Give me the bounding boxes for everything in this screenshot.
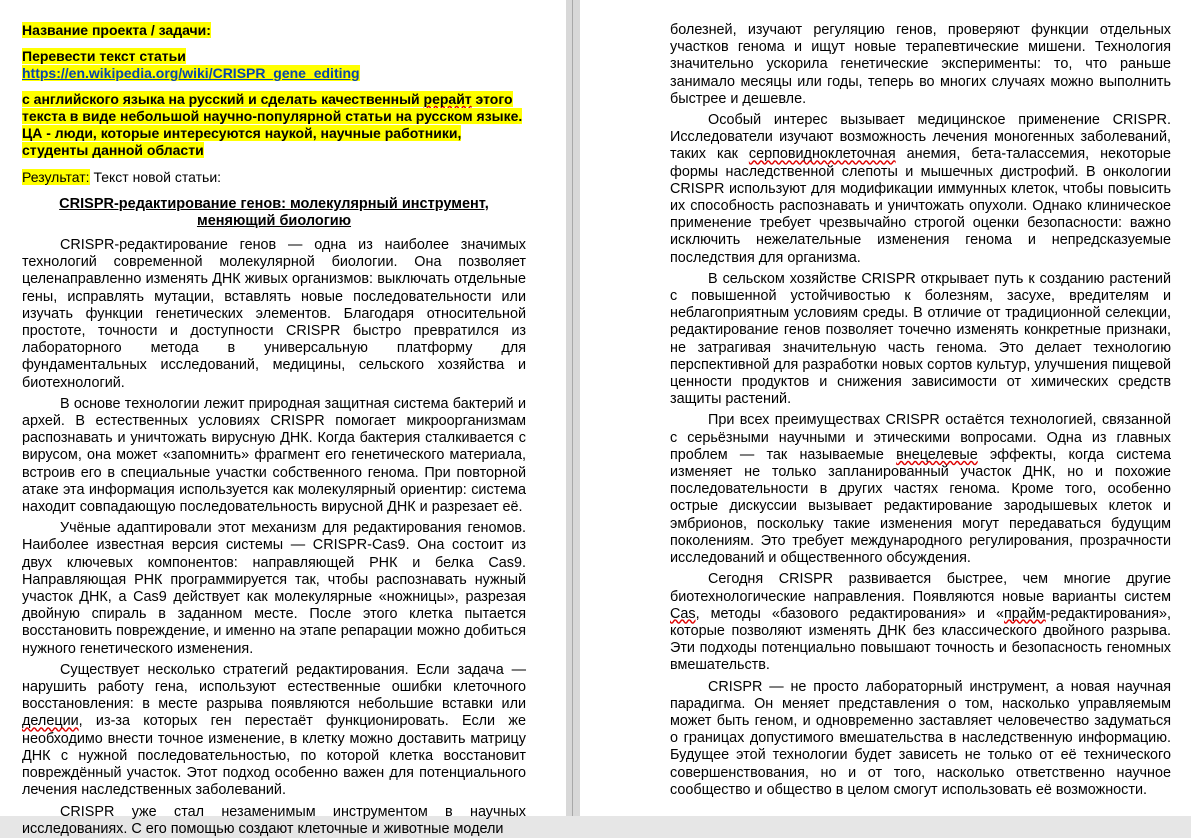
document-page-right: [580, 0, 1191, 816]
task-heading: Название проекта / задачи:: [22, 22, 211, 38]
spellcheck-word[interactable]: Cas: [670, 605, 696, 622]
paragraph-3: Учёные адаптировали этот механизм для редактирования геномов. Наиболее известная версия системы — CRISPR-Cas9. Она состоит из двух ключевых компонентов: направляющей РНК и белка Cas9. Направляющая РНК программируется так, чтобы распознавать нужный участок ДНК, а Cas9 действует как молекулярные «ножницы», разрезая двойную спираль в заданном месте. После этого клетка пытается восстановить повреждение, и именно на этапе репарации можно добиться нужного генетического изменения.: [22, 520, 526, 657]
result-text: Текст новой статьи:: [89, 169, 222, 185]
page-divider: [572, 0, 573, 816]
paragraph-5-start: CRISPR уже стал незаменимым инструментом в научных исследованиях. С его помощью создают клеточные и животные модели: [22, 803, 526, 837]
paragraph-8: При всех преимуществах CRISPR остаётся технологией, связанной с серьёзными научными и этическими вопросами. Одна из главных проблем — так называемые внецелевые эффекты, когда система изменяет не только запланированный участок ДНК, но и похожие последовательности в других частях генома. Кроме того, особенно острые дискуссии вызывает редактирование зародышевых клеток и эмбрионов, поскольку такие изменения могут передаваться будущим поколениям. Это требует международного регулирования, прозрачности исследований и общественного обсуждения.: [670, 412, 1171, 567]
spellcheck-word[interactable]: делеции: [22, 713, 79, 730]
source-link[interactable]: https://en.wikipedia.org/wiki/CRISPR_gene_editing: [22, 65, 360, 81]
spellcheck-word[interactable]: рерайт: [423, 91, 472, 107]
spellcheck-word[interactable]: внецелевые: [896, 446, 978, 463]
paragraph-7: В сельском хозяйстве CRISPR открывает путь к созданию растений с повышенной устойчивостью к болезням, засухе, вредителям и неблагоприятным условиям среды. В отличие от традиционной селекции, редактирование генов позволяет точечно изменять конкретные признаки, не затрагивая значительную часть генома. Это делает технологию перспективной для разработки новых сортов культур, улучшения пищевой ценности продуктов и снижения зависимости от химических средств защиты растений.: [670, 270, 1171, 408]
spellcheck-word[interactable]: серповидноклеточная: [748, 146, 896, 163]
paragraph-1: CRISPR-редактирование генов — одна из наиболее значимых технологий современной молекулярной биологии. Она позволяет целенаправленно изменять ДНК живых организмов: выключать отдельные гены, исправлять мутации, вставлять новые последовательности или изучать функции генетических элементов. Благодаря относительной простоте, точности и доступности CRISPR быстро превратился из лабораторного метода в универсальную платформу для фундаментальных исследований, медицины, сельского хозяйства и биотехнологий.: [22, 237, 526, 391]
page-gutter: [566, 0, 580, 816]
result-label: Результат:: [22, 169, 90, 185]
task-line: [22, 48, 526, 82]
paragraph-6: Особый интерес вызывает медицинское применение CRISPR. Исследователи изучают возможность лечения моногенных заболеваний, таких как серповидноклеточная анемия, бета-талассемия, некоторые формы наследственной слепоты и мышечных дистрофий. В онкологии CRISPR используют для модификации иммунных клеток, чтобы повысить их способность распознавать и уничтожать опухоли. Однако клиническое применение требует чрезвычайно строгой оценки безопасности: важно исключить нежелательные изменения генома и непредсказуемые последствия для организма.: [670, 112, 1171, 266]
spellcheck-word[interactable]: прайм: [1004, 605, 1046, 622]
paragraph-5-end: болезней, изучают регуляцию генов, проверяют функции отдельных участков генома и ищут новые терапевтические мишени. Технология значительно ускорила генетические эксперименты: то, что раньше занимало месяцы или годы, теперь во многих случаях можно выполнить быстрее и дешевле.: [670, 22, 1171, 107]
paragraph-2: В основе технологии лежит природная защитная система бактерий и архей. В естественных условиях CRISPR помогает микроорганизмам распознавать и уничтожать вирусную ДНК. Когда бактерия сталкивается с вирусом, она может «запомнить» фрагмент его генетического материала, встроив его в специальные участки собственного генома. При повторной атаке эта информация используется как молекулярный ориентир: система находит совпадающую последовательность вирусной ДНК и разрезает её.: [22, 395, 526, 516]
result-line: [22, 169, 526, 186]
task-prefix: Перевести текст статьи: [22, 48, 186, 64]
document-page-left: [0, 0, 566, 837]
paragraph-4: Существует несколько стратегий редактирования. Если задача — нарушить работу гена, используют естественные ошибки клеточного восстановления: в месте разрыва появляются небольшие вставки или делеции, из-за которых ген перестаёт функционировать. Если же необходимо внести точное изменение, в клетку можно доставить матрицу ДНК с нужной последовательностью, по которой клетка восстановит повреждённый участок. Этот подход особенно важен для потенциального лечения наследственных заболеваний.: [22, 661, 526, 799]
task-description: с английского языка на русский и сделать качественный рерайт этого текста в виде небольшой научно-популярной статьи на русском языке. ЦА - люди, которые интересуются наукой, научные работники, студенты данной области: [22, 91, 523, 158]
paragraph-9: Сегодня CRISPR развивается быстрее, чем многие другие биотехнологические направления. Появляются новые варианты систем Cas, методы «базового редактирования» и «прайм-редактирования», которые позволяют изменять ДНК без классического двойного разрыва. Эти подходы потенциально повышают точность и безопасность геномных вмешательств.: [670, 571, 1171, 674]
paragraph-10: CRISPR — не просто лабораторный инструмент, а новая научная парадигма. Он меняет представления о том, насколько управляемым может быть геном, и одновременно заставляет человечество задуматься о границах допустимого вмешательства в наследственную информацию. Будущее этой технологии будет зависеть не только от её технического совершенствования, но и от того, насколько ответственно научное сообщество и общество в целом смогут использовать её возможности.: [670, 678, 1171, 798]
article-title: CRISPR-редактирование генов: молекулярный инструмент, меняющий биологию: [59, 196, 489, 229]
